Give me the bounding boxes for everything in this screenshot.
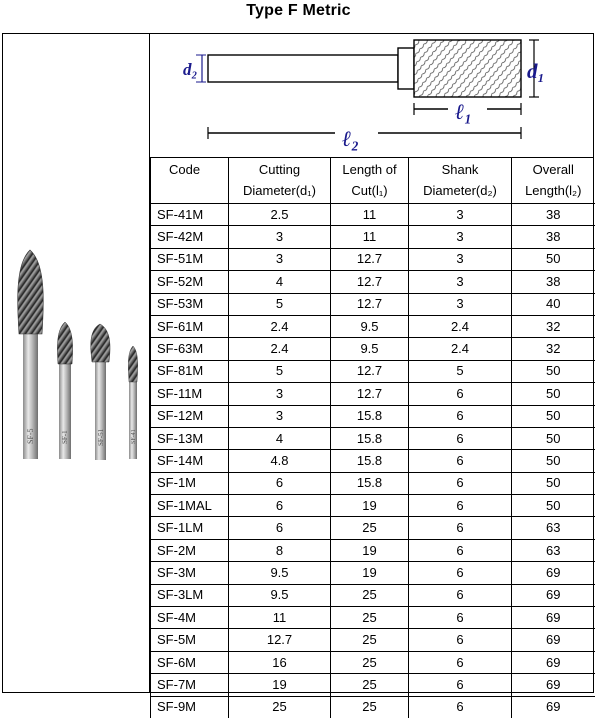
table-row — [151, 338, 595, 360]
cell-cutting-diameter: 4 — [229, 271, 331, 293]
cell-code: SF-3M — [151, 562, 229, 584]
table-row — [151, 651, 595, 673]
cell-length-of-cut: 9.5 — [331, 315, 409, 337]
cell-cutting-diameter: 6 — [229, 495, 331, 517]
cell-cutting-diameter: 6 — [229, 472, 331, 494]
cell-cutting-diameter: 11 — [229, 607, 331, 629]
cell-shank-diameter: 6 — [409, 562, 512, 584]
table-row — [151, 539, 595, 561]
cell-cutting-diameter: 5 — [229, 360, 331, 382]
cell-length-of-cut: 19 — [331, 539, 409, 561]
cell-cutting-diameter: 19 — [229, 674, 331, 696]
label-l1: ℓ₁ — [455, 99, 473, 124]
header-shank-diameter: Shank Diameter(d₂) — [409, 157, 512, 204]
cell-code: SF-5M — [151, 629, 229, 651]
cell-overall-length: 69 — [512, 696, 595, 718]
cell-code: SF-81M — [151, 360, 229, 382]
table-row — [151, 383, 595, 405]
cell-overall-length: 38 — [512, 204, 595, 226]
cell-overall-length: 32 — [512, 315, 595, 337]
cell-shank-diameter: 6 — [409, 651, 512, 673]
cell-shank-diameter: 3 — [409, 226, 512, 248]
cell-code: SF-9M — [151, 696, 229, 718]
cell-length-of-cut: 12.7 — [331, 383, 409, 405]
cell-code: SF-1MAL — [151, 495, 229, 517]
cell-length-of-cut: 25 — [331, 651, 409, 673]
header-code: Code — [151, 157, 229, 204]
burr-label-sf5: SF-5 — [26, 428, 35, 444]
table-row — [151, 584, 595, 606]
table-row — [151, 450, 595, 472]
cell-cutting-diameter: 2.4 — [229, 315, 331, 337]
table-row — [151, 360, 595, 382]
cell-cutting-diameter: 4 — [229, 427, 331, 449]
cell-code: SF-3LM — [151, 584, 229, 606]
cell-code: SF-7M — [151, 674, 229, 696]
cell-shank-diameter: 6 — [409, 674, 512, 696]
table-row — [151, 517, 595, 539]
cell-shank-diameter: 3 — [409, 271, 512, 293]
cell-overall-length: 50 — [512, 450, 595, 472]
cell-cutting-diameter: 9.5 — [229, 584, 331, 606]
burr-label-sf51: SF-51 — [97, 428, 105, 446]
cell-length-of-cut: 12.7 — [331, 293, 409, 315]
table-row — [151, 293, 595, 315]
cell-overall-length: 63 — [512, 539, 595, 561]
cell-cutting-diameter: 2.4 — [229, 338, 331, 360]
cell-shank-diameter: 5 — [409, 360, 512, 382]
table-row — [151, 248, 595, 270]
table-row — [151, 472, 595, 494]
cell-overall-length: 38 — [512, 226, 595, 248]
cell-length-of-cut: 11 — [331, 204, 409, 226]
cell-cutting-diameter: 3 — [229, 248, 331, 270]
cell-shank-diameter: 6 — [409, 607, 512, 629]
cell-cutting-diameter: 5 — [229, 293, 331, 315]
cell-overall-length: 69 — [512, 651, 595, 673]
burr-label-sf1: SF-1 — [61, 430, 69, 444]
cell-shank-diameter: 2.4 — [409, 338, 512, 360]
cell-code: SF-2M — [151, 539, 229, 561]
cell-code: SF-1LM — [151, 517, 229, 539]
table-row — [151, 427, 595, 449]
cell-cutting-diameter: 4.8 — [229, 450, 331, 472]
cell-shank-diameter: 6 — [409, 584, 512, 606]
cell-overall-length: 69 — [512, 607, 595, 629]
cell-length-of-cut: 12.7 — [331, 271, 409, 293]
header-overall-length: Overall Length(l₂) — [512, 157, 595, 204]
cell-code: SF-63M — [151, 338, 229, 360]
cell-shank-diameter: 6 — [409, 629, 512, 651]
cell-shank-diameter: 6 — [409, 472, 512, 494]
cell-overall-length: 63 — [512, 517, 595, 539]
cell-overall-length: 32 — [512, 338, 595, 360]
table-row — [151, 495, 595, 517]
cell-code: SF-52M — [151, 271, 229, 293]
cell-shank-diameter: 6 — [409, 405, 512, 427]
cell-length-of-cut: 15.8 — [331, 472, 409, 494]
header-length-of-cut: Length of Cut(l₁) — [331, 157, 409, 204]
table-header-row — [151, 157, 595, 204]
cell-code: SF-11M — [151, 383, 229, 405]
header-cutting-diameter: Cutting Diameter(d₁) — [229, 157, 331, 204]
cell-code: SF-6M — [151, 651, 229, 673]
cell-overall-length: 50 — [512, 248, 595, 270]
label-d1: d₁ — [527, 59, 545, 83]
cell-shank-diameter: 6 — [409, 517, 512, 539]
cell-cutting-diameter: 3 — [229, 405, 331, 427]
cell-length-of-cut: 15.8 — [331, 427, 409, 449]
cell-shank-diameter: 3 — [409, 204, 512, 226]
cell-shank-diameter: 6 — [409, 696, 512, 718]
cell-overall-length: 50 — [512, 495, 595, 517]
cell-shank-diameter: 6 — [409, 450, 512, 472]
label-d2: d₂ — [183, 60, 198, 79]
cell-overall-length: 69 — [512, 584, 595, 606]
cell-shank-diameter: 3 — [409, 293, 512, 315]
product-photo — [3, 34, 150, 692]
cell-overall-length: 50 — [512, 472, 595, 494]
burr-label-sf41: SF-41 — [131, 429, 137, 444]
cell-overall-length: 38 — [512, 271, 595, 293]
cell-code: SF-51M — [151, 248, 229, 270]
cell-code: SF-13M — [151, 427, 229, 449]
cell-code: SF-61M — [151, 315, 229, 337]
cell-cutting-diameter: 16 — [229, 651, 331, 673]
table-row — [151, 562, 595, 584]
cell-length-of-cut: 9.5 — [331, 338, 409, 360]
cell-overall-length: 50 — [512, 427, 595, 449]
burr-photo-image — [3, 34, 149, 692]
cell-code: SF-4M — [151, 607, 229, 629]
cell-code: SF-41M — [151, 204, 229, 226]
dimension-diagram — [150, 34, 593, 158]
cell-length-of-cut: 19 — [331, 495, 409, 517]
cell-cutting-diameter: 25 — [229, 696, 331, 718]
cell-cutting-diameter: 3 — [229, 383, 331, 405]
cell-length-of-cut: 19 — [331, 562, 409, 584]
burr-dimension-drawing — [150, 34, 593, 157]
cell-shank-diameter: 6 — [409, 427, 512, 449]
cell-code: SF-42M — [151, 226, 229, 248]
table-row — [151, 607, 595, 629]
cell-length-of-cut: 25 — [331, 584, 409, 606]
cell-length-of-cut: 25 — [331, 629, 409, 651]
cell-length-of-cut: 25 — [331, 674, 409, 696]
table-row — [151, 204, 595, 226]
cell-length-of-cut: 25 — [331, 696, 409, 718]
cell-overall-length: 69 — [512, 562, 595, 584]
cell-shank-diameter: 2.4 — [409, 315, 512, 337]
table-row — [151, 674, 595, 696]
table-row — [151, 271, 595, 293]
cell-length-of-cut: 25 — [331, 607, 409, 629]
label-l2: ℓ₂ — [342, 126, 360, 151]
cell-length-of-cut: 12.7 — [331, 360, 409, 382]
cell-length-of-cut: 15.8 — [331, 450, 409, 472]
cell-length-of-cut: 25 — [331, 517, 409, 539]
cell-cutting-diameter: 8 — [229, 539, 331, 561]
cell-code: SF-14M — [151, 450, 229, 472]
cell-code: SF-1M — [151, 472, 229, 494]
cell-overall-length: 50 — [512, 405, 595, 427]
spec-table — [150, 157, 595, 718]
cell-cutting-diameter: 12.7 — [229, 629, 331, 651]
cell-overall-length: 69 — [512, 674, 595, 696]
table-row — [151, 405, 595, 427]
cell-shank-diameter: 3 — [409, 248, 512, 270]
cell-cutting-diameter: 2.5 — [229, 204, 331, 226]
cell-length-of-cut: 12.7 — [331, 248, 409, 270]
cell-cutting-diameter: 3 — [229, 226, 331, 248]
table-row — [151, 315, 595, 337]
cell-cutting-diameter: 9.5 — [229, 562, 331, 584]
cell-overall-length: 50 — [512, 360, 595, 382]
cell-shank-diameter: 6 — [409, 383, 512, 405]
cell-overall-length: 50 — [512, 383, 595, 405]
table-row — [151, 226, 595, 248]
cell-code: SF-53M — [151, 293, 229, 315]
table-row — [151, 629, 595, 651]
cell-length-of-cut: 15.8 — [331, 405, 409, 427]
cell-shank-diameter: 6 — [409, 539, 512, 561]
cell-overall-length: 69 — [512, 629, 595, 651]
table-row — [151, 696, 595, 718]
cell-overall-length: 40 — [512, 293, 595, 315]
cell-cutting-diameter: 6 — [229, 517, 331, 539]
cell-code: SF-12M — [151, 405, 229, 427]
page-title: Type F Metric — [246, 2, 351, 19]
cell-shank-diameter: 6 — [409, 495, 512, 517]
cell-length-of-cut: 11 — [331, 226, 409, 248]
burr-sf5-icon — [18, 250, 44, 459]
